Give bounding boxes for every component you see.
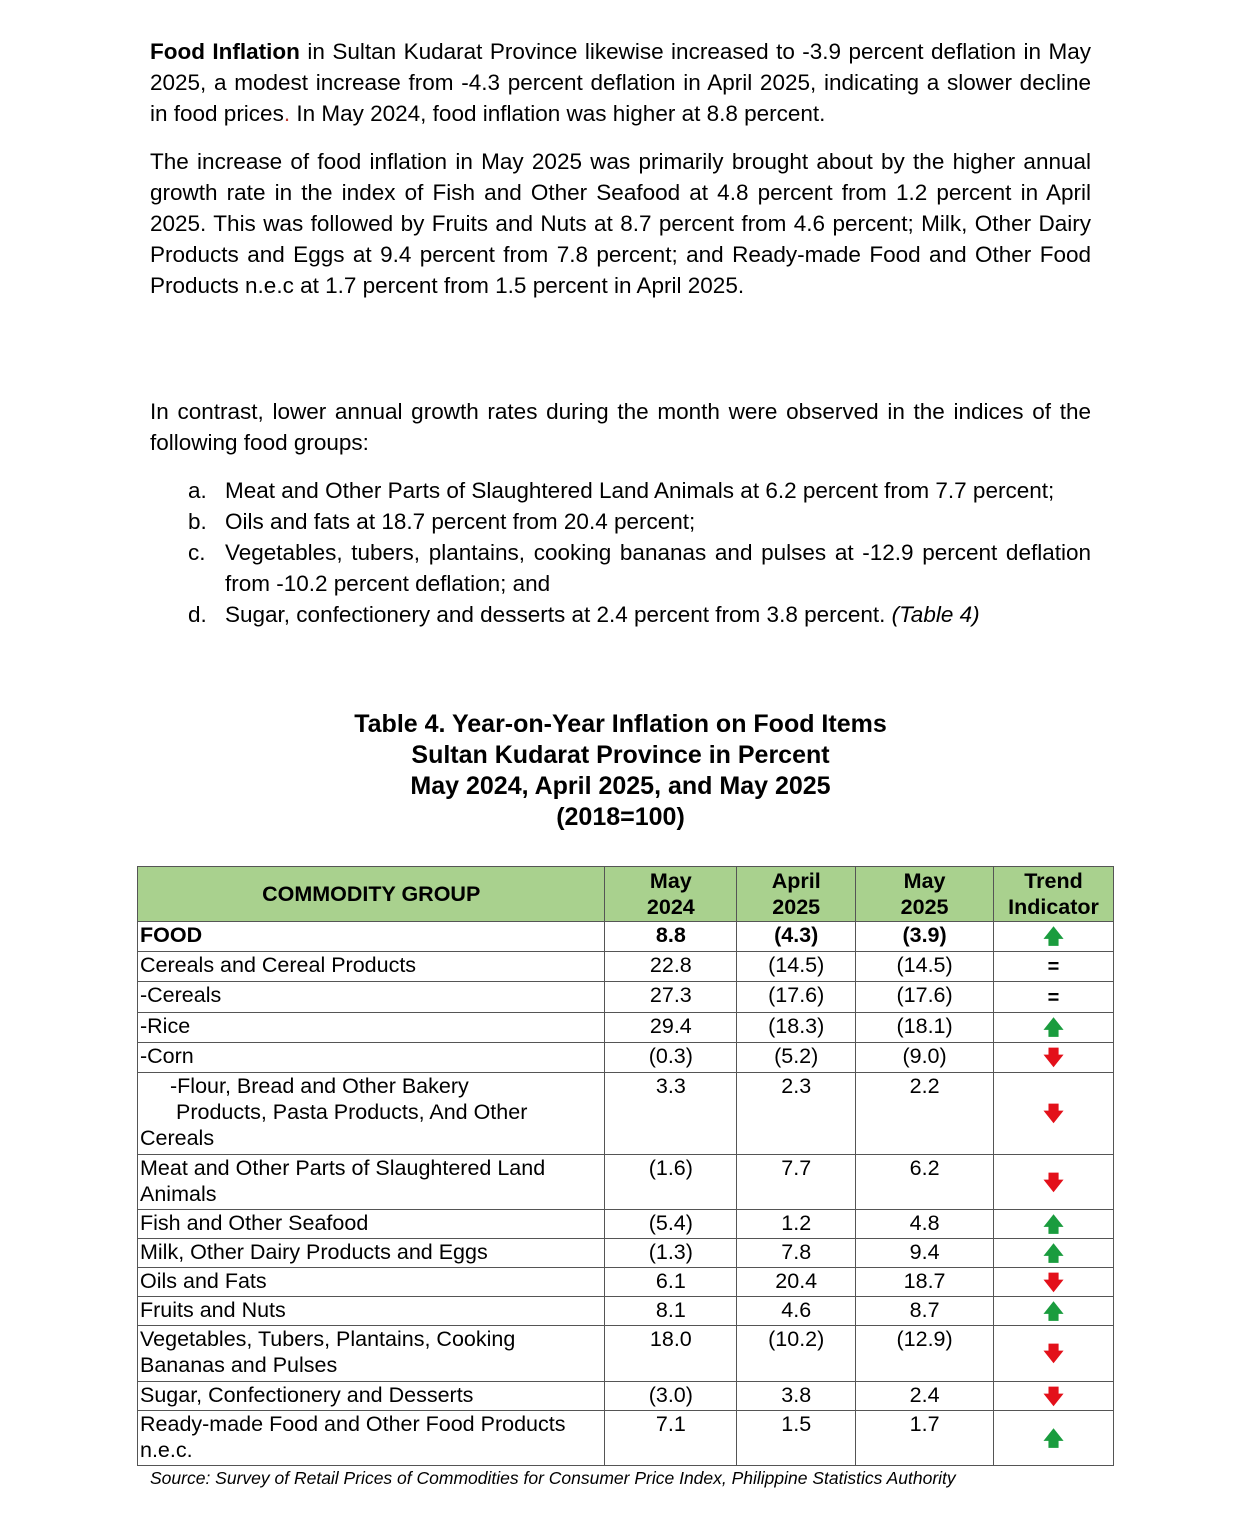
header-trend-indicator: Trend Indicator xyxy=(994,867,1114,922)
trend-cell xyxy=(994,1268,1114,1297)
paragraph-food-inflation xyxy=(150,36,1091,129)
value-april-2025: (5.2) xyxy=(737,1043,856,1073)
trend-cell xyxy=(994,1382,1114,1411)
table-title-line: (2018=100) xyxy=(556,803,685,831)
value-may-2025: 4.8 xyxy=(856,1210,994,1239)
header-april-2025: April 2025 xyxy=(737,867,856,922)
trend-cell xyxy=(994,1043,1114,1073)
value-may-2024: (5.4) xyxy=(605,1210,737,1239)
arrow-down-icon: 🡇 xyxy=(1043,1271,1064,1294)
source-note: Source: Survey of Retail Prices of Commodities for Consumer Price Index, Philippine Statistics Authority xyxy=(150,1468,956,1488)
table-row xyxy=(138,982,1114,1013)
value-april-2025: (14.5) xyxy=(737,952,856,982)
row-label: -Rice xyxy=(138,1013,605,1043)
list-item-text: Vegetables, tubers, plantains, cooking bananas and pulses at -12.9 percent deflation from -10.2 percent deflation; and xyxy=(225,540,1091,596)
table-row xyxy=(138,1155,1114,1210)
list-marker: b. xyxy=(188,509,207,534)
inflation-table xyxy=(137,866,1114,1466)
header-commodity-group: COMMODITY GROUP xyxy=(138,867,605,922)
list-item xyxy=(150,599,1091,630)
red-dot: . xyxy=(283,101,291,126)
equal-icon: = xyxy=(1047,956,1060,978)
arrow-up-icon: 🡅 xyxy=(1043,1242,1064,1265)
value-may-2024: (1.6) xyxy=(605,1155,737,1210)
list-item xyxy=(150,506,1091,537)
trend-cell xyxy=(994,982,1114,1013)
table-header-row xyxy=(138,867,1114,922)
value-may-2024: 22.8 xyxy=(605,952,737,982)
value-may-2024: 18.0 xyxy=(605,1326,737,1382)
table-title-line: Table 4. Year-on-Year Inflation on Food Items xyxy=(354,710,887,738)
row-label: Fish and Other Seafood xyxy=(138,1210,605,1239)
row-label: FOOD xyxy=(138,922,605,952)
row-label: Vegetables, Tubers, Plantains, Cooking Bananas and Pulses xyxy=(138,1326,605,1382)
table-title xyxy=(150,709,1091,833)
list-item-text: Oils and fats at 18.7 percent from 20.4 percent; xyxy=(225,509,696,534)
arrow-down-icon: 🡇 xyxy=(1043,1047,1064,1069)
row-label: Fruits and Nuts xyxy=(138,1297,605,1326)
list-marker: d. xyxy=(188,602,207,627)
arrow-up-icon: 🡅 xyxy=(1043,1017,1064,1039)
trend-cell xyxy=(994,1155,1114,1210)
equal-icon: = xyxy=(1047,986,1060,1009)
value-may-2025: (9.0) xyxy=(856,1043,994,1073)
trend-cell xyxy=(994,1013,1114,1043)
arrow-down-icon: 🡇 xyxy=(1043,1385,1064,1408)
trend-cell xyxy=(994,952,1114,982)
lead-bold: Food Inflation xyxy=(150,39,300,64)
table-title-line: May 2024, April 2025, and May 2025 xyxy=(410,772,831,800)
trend-cell xyxy=(994,922,1114,952)
row-label: Cereals and Cereal Products xyxy=(138,952,605,982)
value-may-2025: (18.1) xyxy=(856,1013,994,1043)
row-label: -Corn xyxy=(138,1043,605,1073)
value-may-2024: 3.3 xyxy=(605,1073,737,1155)
value-april-2025: 3.8 xyxy=(737,1382,856,1411)
table-row xyxy=(138,1411,1114,1466)
row-label: Meat and Other Parts of Slaughtered Land Animals xyxy=(138,1155,605,1210)
trend-cell xyxy=(994,1411,1114,1466)
value-april-2025: 1.2 xyxy=(737,1210,856,1239)
table-row xyxy=(138,1297,1114,1326)
list-item-text: Meat and Other Parts of Slaughtered Land Animals at 6.2 percent from 7.7 percent; xyxy=(225,478,1055,503)
value-may-2024: 8.8 xyxy=(605,922,737,952)
value-april-2025: 20.4 xyxy=(737,1268,856,1297)
table-row xyxy=(138,1268,1114,1297)
row-label: -Flour, Bread and Other Bakery Products, Pasta Products, And Other Cereals xyxy=(138,1073,605,1155)
value-may-2024: 27.3 xyxy=(605,982,737,1013)
table-row xyxy=(138,1013,1114,1043)
paragraph-text: In May 2024, food inflation was higher at 8.8 percent. xyxy=(290,101,826,126)
value-may-2025: 1.7 xyxy=(856,1411,994,1466)
table-row xyxy=(138,1210,1114,1239)
table-row xyxy=(138,922,1114,952)
table-row xyxy=(138,1382,1114,1411)
value-may-2024: (0.3) xyxy=(605,1043,737,1073)
value-may-2025: 2.4 xyxy=(856,1382,994,1411)
arrow-up-icon: 🡅 xyxy=(1043,1213,1064,1236)
value-april-2025: (4.3) xyxy=(737,922,856,952)
value-may-2025: 18.7 xyxy=(856,1268,994,1297)
table-reference: (Table 4) xyxy=(891,602,980,627)
arrow-down-icon: 🡇 xyxy=(1043,1103,1064,1125)
trend-cell xyxy=(994,1239,1114,1268)
value-may-2025: (14.5) xyxy=(856,952,994,982)
table-title-line: Sultan Kudarat Province in Percent xyxy=(411,741,830,769)
trend-cell xyxy=(994,1210,1114,1239)
trend-cell xyxy=(994,1073,1114,1155)
value-april-2025: 4.6 xyxy=(737,1297,856,1326)
table-row xyxy=(138,1239,1114,1268)
list-item xyxy=(150,537,1091,599)
header-may-2025: May 2025 xyxy=(856,867,994,922)
arrow-up-icon: 🡅 xyxy=(1043,1300,1064,1323)
value-april-2025: 1.5 xyxy=(737,1411,856,1466)
row-label: Oils and Fats xyxy=(138,1268,605,1297)
trend-cell xyxy=(994,1297,1114,1326)
value-may-2025: (12.9) xyxy=(856,1326,994,1382)
value-may-2024: 29.4 xyxy=(605,1013,737,1043)
row-label: Sugar, Confectionery and Desserts xyxy=(138,1382,605,1411)
value-may-2025: 2.2 xyxy=(856,1073,994,1155)
header-may-2024: May 2024 xyxy=(605,867,737,922)
value-may-2024: (3.0) xyxy=(605,1382,737,1411)
value-april-2025: (10.2) xyxy=(737,1326,856,1382)
value-may-2024: 6.1 xyxy=(605,1268,737,1297)
value-april-2025: 7.7 xyxy=(737,1155,856,1210)
lower-growth-list xyxy=(150,475,1091,630)
row-label: -Cereals xyxy=(138,982,605,1013)
arrow-up-icon: 🡅 xyxy=(1043,926,1064,948)
paragraph-increase-drivers: The increase of food inflation in May 2025 was primarily brought about by the higher annual growth rate in the index of Fish and Other Seafood at 4.8 percent from 1.2 percent in April 2025. This was followed by Fruits and Nuts at 8.7 percent from 4.6 percent; Milk, Other Dairy Products and Eggs at 9.4 percent from 7.8 percent; and Ready-made Food and Other Food Products n.e.c at 1.7 percent from 1.5 percent in April 2025. xyxy=(150,149,1091,298)
trend-cell xyxy=(994,1326,1114,1382)
list-marker: a. xyxy=(188,478,207,503)
value-may-2025: (17.6) xyxy=(856,982,994,1013)
value-may-2025: 9.4 xyxy=(856,1239,994,1268)
list-item-text: Sugar, confectionery and desserts at 2.4 percent from 3.8 percent. xyxy=(225,602,892,627)
table-row xyxy=(138,1043,1114,1073)
value-may-2024: 8.1 xyxy=(605,1297,737,1326)
value-may-2024: 7.1 xyxy=(605,1411,737,1466)
arrow-down-icon: 🡇 xyxy=(1043,1171,1064,1194)
value-april-2025: 2.3 xyxy=(737,1073,856,1155)
list-marker: c. xyxy=(188,540,206,565)
table-row xyxy=(138,1326,1114,1382)
value-may-2025: (3.9) xyxy=(856,922,994,952)
value-may-2025: 8.7 xyxy=(856,1297,994,1326)
table-row xyxy=(138,952,1114,982)
value-april-2025: (18.3) xyxy=(737,1013,856,1043)
table-row xyxy=(138,1073,1114,1155)
paragraph-contrast: In contrast, lower annual growth rates during the month were observed in the indices of the following food groups: xyxy=(150,399,1091,455)
row-label: Milk, Other Dairy Products and Eggs xyxy=(138,1239,605,1268)
paragraph-text: in Sultan Kudarat Province likewise increased to -3.9 percent deflation in May 2025, a modest increase from -4.3 percent deflation in April 2025, indicating a slower decline in food prices xyxy=(150,39,1091,126)
arrow-down-icon: 🡇 xyxy=(1043,1343,1064,1365)
value-may-2024: (1.3) xyxy=(605,1239,737,1268)
list-item xyxy=(150,475,1091,506)
arrow-up-icon: 🡅 xyxy=(1043,1427,1064,1450)
row-label: Ready-made Food and Other Food Products n.e.c. xyxy=(138,1411,605,1466)
value-april-2025: (17.6) xyxy=(737,982,856,1013)
value-april-2025: 7.8 xyxy=(737,1239,856,1268)
value-may-2025: 6.2 xyxy=(856,1155,994,1210)
